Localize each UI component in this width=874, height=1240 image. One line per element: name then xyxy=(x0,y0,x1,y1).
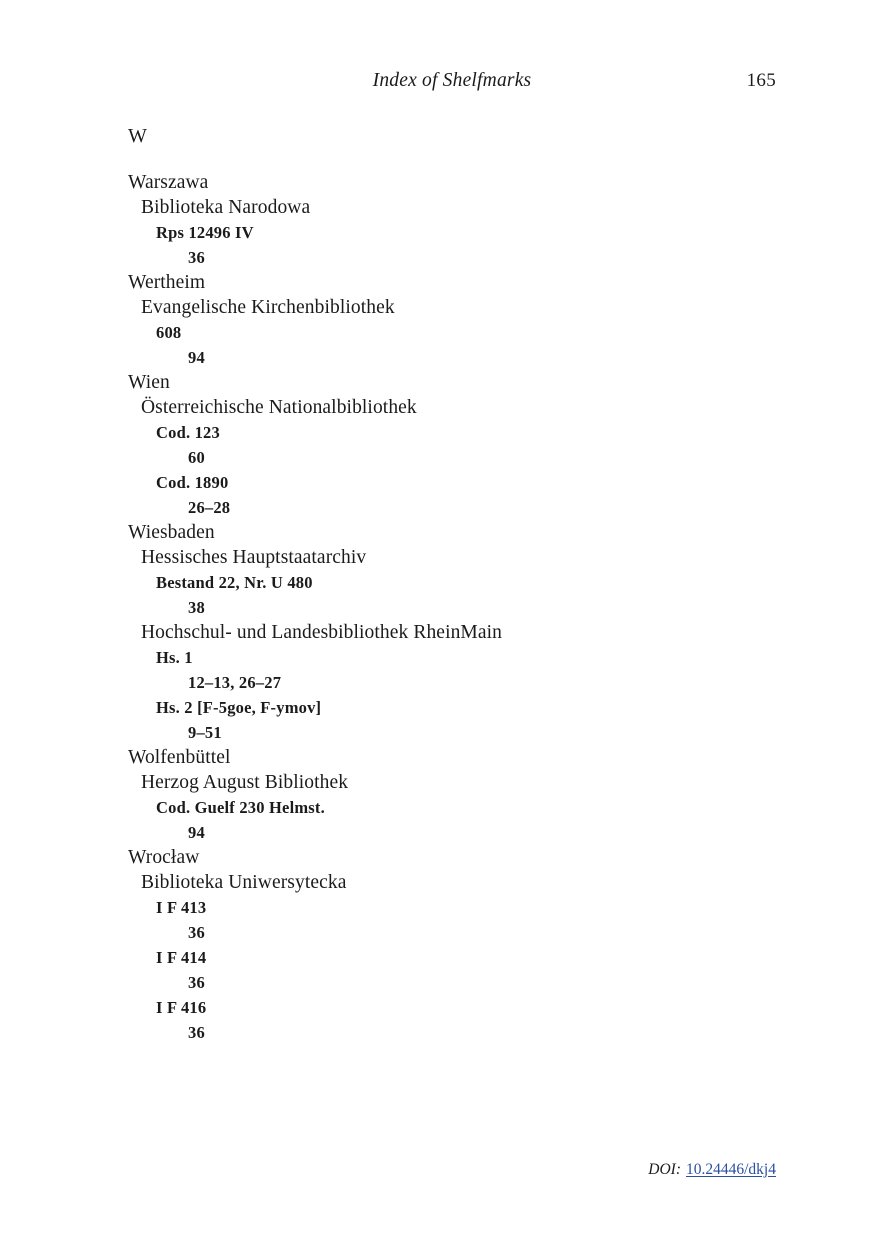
index-entry-city: Wolfenbüttel xyxy=(128,747,231,768)
index-entry-pages: 12–13, 26–27 xyxy=(188,673,282,692)
index-entry-shelfmark: Hs. 2 [F-5goe, F-ymov] xyxy=(156,698,322,717)
letter-section-heading: W xyxy=(128,125,148,147)
index-entry-shelfmark: I F 413 xyxy=(156,898,207,917)
doi-link[interactable]: 10.24446/dkj4 xyxy=(686,1161,776,1178)
index-entry-shelfmark: Rps 12496 IV xyxy=(156,223,254,242)
index-entry-pages: 36 xyxy=(188,973,205,992)
index-entry-pages: 26–28 xyxy=(188,498,231,517)
index-entry-city: Wien xyxy=(128,372,170,393)
index-entry-pages: 36 xyxy=(188,1023,205,1042)
index-entry-city: Wertheim xyxy=(128,272,206,293)
index-body xyxy=(128,124,788,1045)
index-entry-institution: Biblioteka Narodowa xyxy=(141,197,311,218)
running-head xyxy=(128,70,776,98)
index-entry-pages: 94 xyxy=(188,823,205,842)
index-entry-city: Warszawa xyxy=(128,172,209,193)
index-entry-shelfmark: I F 414 xyxy=(156,948,207,967)
index-entry-shelfmark: I F 416 xyxy=(156,998,207,1017)
index-entry-city: Wrocław xyxy=(128,847,200,868)
index-entry-pages: 36 xyxy=(188,923,205,942)
index-entry-shelfmark: Cod. Guelf 230 Helmst. xyxy=(156,798,325,817)
index-entry-institution: Herzog August Bibliothek xyxy=(141,772,349,793)
index-entry-pages: 9–51 xyxy=(188,723,222,742)
index-entry-list xyxy=(128,170,788,1045)
index-entry-shelfmark: Bestand 22, Nr. U 480 xyxy=(156,573,313,592)
running-title: Index of Shelfmarks xyxy=(372,70,532,91)
index-entry-pages: 60 xyxy=(188,448,205,467)
index-entry-city: Wiesbaden xyxy=(128,522,215,543)
index-entry-institution: Österreichische Nationalbibliothek xyxy=(141,397,417,418)
index-entry-shelfmark: Cod. 123 xyxy=(156,423,220,442)
doi-footer xyxy=(648,1160,776,1180)
index-entry-institution: Hessisches Hauptstaatarchiv xyxy=(141,547,367,568)
index-entry-shelfmark: 608 xyxy=(156,323,182,342)
doi-label: DOI: xyxy=(648,1161,681,1178)
index-entry-pages: 94 xyxy=(188,348,205,367)
index-entry-pages: 38 xyxy=(188,598,205,617)
page-number: 165 xyxy=(746,70,776,91)
index-entry-institution: Evangelische Kirchenbibliothek xyxy=(141,297,395,318)
index-entry-institution: Biblioteka Uniwersytecka xyxy=(141,872,347,893)
index-entry-shelfmark: Cod. 1890 xyxy=(156,473,229,492)
index-entry-pages: 36 xyxy=(188,248,205,267)
index-entry-shelfmark: Hs. 1 xyxy=(156,648,193,667)
index-entry-institution: Hochschul- und Landesbibliothek RheinMain xyxy=(141,622,502,643)
